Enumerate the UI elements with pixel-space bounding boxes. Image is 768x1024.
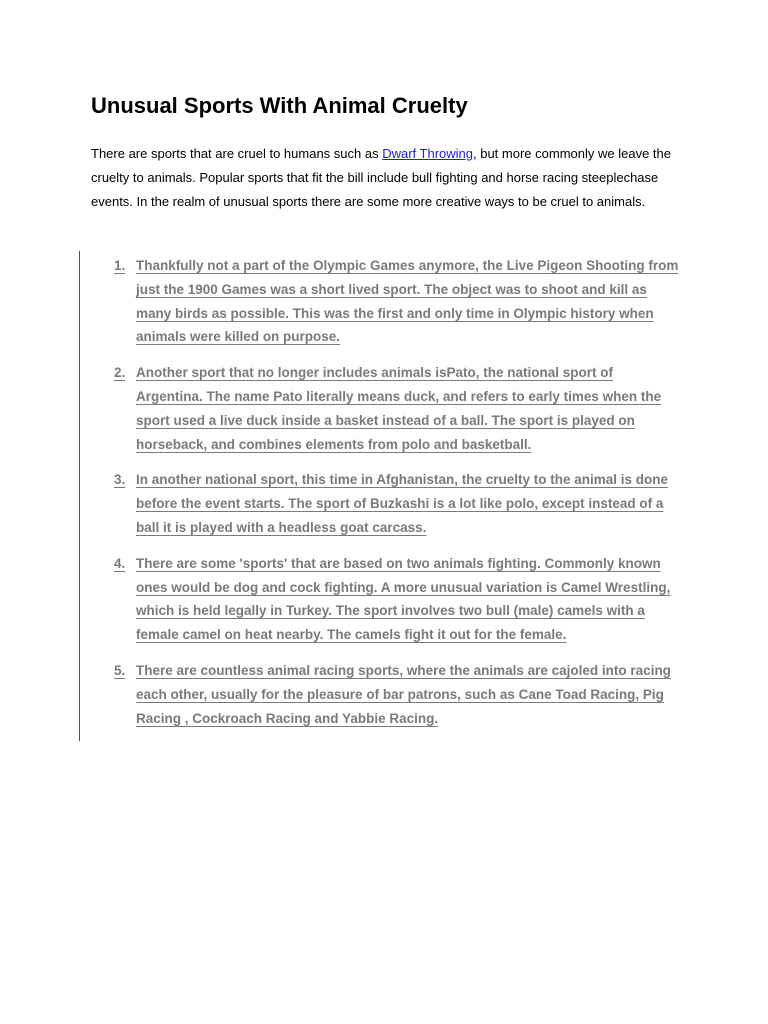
sports-list — [110, 254, 680, 742]
list-item-text: There are some 'sports' that are based on two animals fighting. Commonly known ones would be dog and cock fighting. A more unusual variation is Camel Wrestling, which is held legally in Turkey. The sport involves two bull (male) camels with a female camel on heat nearby. The camels fight it out for the female. — [136, 555, 671, 643]
list-item-text: There are countless animal racing sports, where the animals are cajoled into racing each other, usually for the pleasure of bar patrons, such as Cane Toad Racing, Pig Racing , Cockroach Racing and Yabbie Racing. — [136, 662, 671, 726]
list-item-text: Another sport that no longer includes animals isPato, the national sport of Argentina. The name Pato literally means duck, and refers to early times when the sport used a live duck inside a basket instead of a ball. The sport is played on horseback, and combines elements from polo and basketball. — [136, 365, 662, 452]
intro-paragraph — [91, 142, 681, 214]
list-item-text: In another national sport, this time in Afghanistan, the cruelty to the animal is done before the event starts. The sport of Buzkashi is a lot like polo, except instead of a ball it is played with a headless goat carcass. — [136, 472, 669, 535]
list-item-number: 4. — [114, 555, 126, 571]
dwarf-throwing-link[interactable]: Dwarf Throwing — [382, 146, 473, 161]
intro-text-start: There are sports that are cruel to humans such as — [91, 146, 383, 161]
list-item-text: Thankfully not a part of the Olympic Games anymore, the Live Pigeon Shooting from just the 1900 Games was a short lived sport. The object was to shoot and kill as many birds as possible. This was the first and only time in Olympic history when animals were killed on purpose. — [136, 258, 679, 345]
list-item[interactable] — [110, 468, 680, 539]
list-item[interactable] — [110, 254, 680, 349]
list-item-number: 1. — [114, 258, 126, 273]
list-item-number: 3. — [114, 472, 126, 488]
list-item[interactable] — [110, 552, 680, 647]
list-item[interactable] — [110, 659, 680, 730]
list-item-number: 5. — [114, 662, 126, 678]
intro-text-end: , but more commonly we leave the cruelty to animals. Popular sports that fit the bill include bull fighting and horse racing steeplechase events. In the realm of unusual sports there are some more creative ways to be cruel to animals. — [91, 146, 671, 209]
list-item-number: 2. — [114, 365, 126, 381]
list-item[interactable] — [110, 361, 680, 456]
page-title: Unusual Sports With Animal Cruelty — [91, 93, 468, 118]
blockquote-bar — [79, 251, 80, 741]
